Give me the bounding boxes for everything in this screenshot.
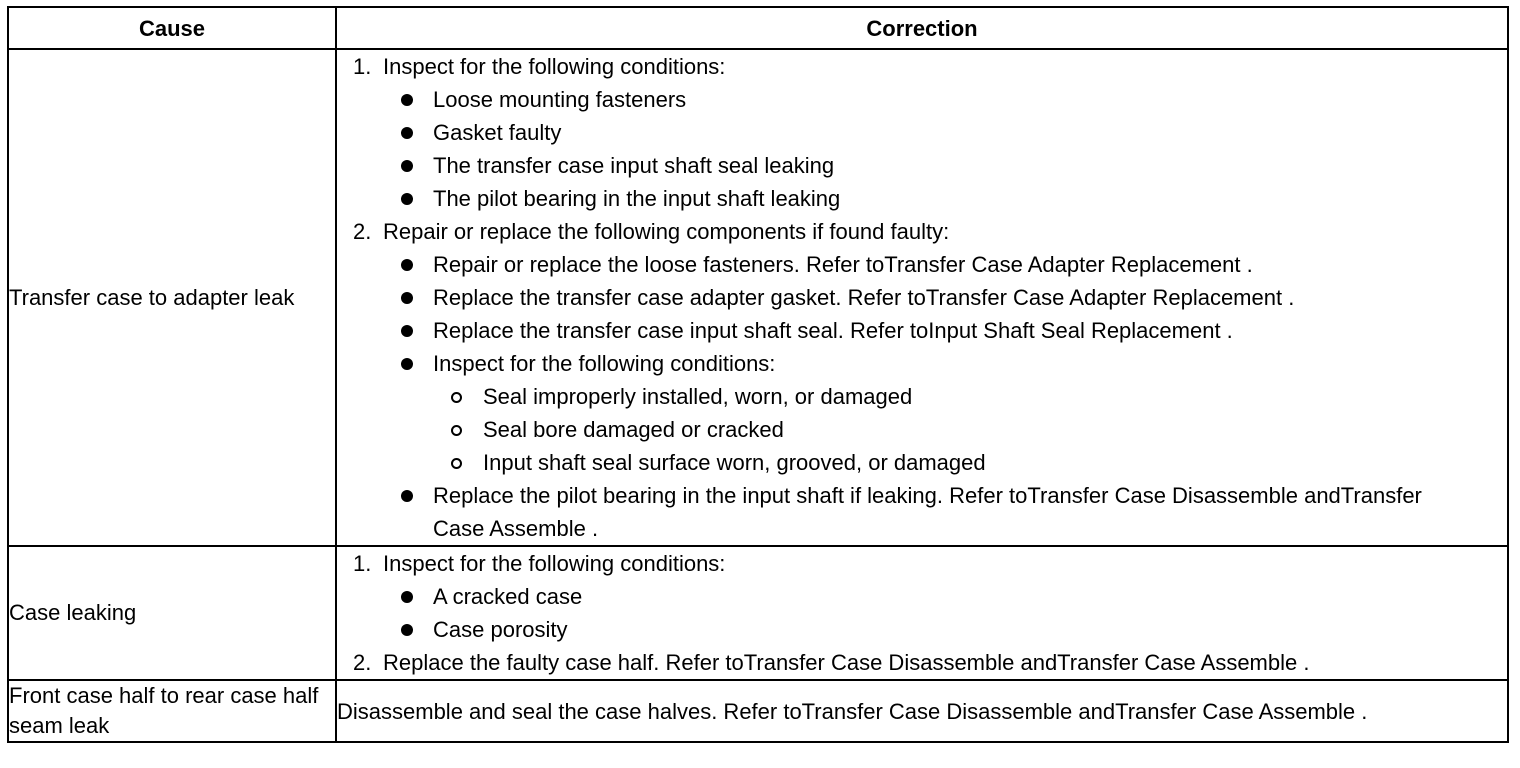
correction-cell xyxy=(336,546,1508,680)
step-number: 1. xyxy=(353,551,372,576)
bullet-item: Replace the transfer case adapter gasket. Refer toTransfer Case Adapter Replacement . xyxy=(383,281,1507,314)
bullet-list xyxy=(383,83,1507,215)
bullet-item: The pilot bearing in the input shaft leaking xyxy=(383,182,1507,215)
bullet-item: Gasket faulty xyxy=(383,116,1507,149)
bullet-item: Case porosity xyxy=(383,613,1507,646)
step-text: Repair or replace the following components if found faulty: xyxy=(383,219,950,244)
sub-bullet-list xyxy=(433,380,1507,479)
step-item xyxy=(337,215,1507,545)
bullet-item xyxy=(383,347,1507,479)
steps-list xyxy=(337,547,1507,679)
step-item xyxy=(337,646,1507,679)
step-number: 1. xyxy=(353,54,372,79)
bullet-list xyxy=(383,248,1507,545)
cause-cell: Front case half to rear case half seam leak xyxy=(8,680,336,742)
step-text: Replace the faulty case half. Refer toTransfer Case Disassemble andTransfer Case Assemble . xyxy=(383,650,1310,675)
cause-cell: Transfer case to adapter leak xyxy=(8,49,336,546)
step-item xyxy=(337,50,1507,215)
bullet-item: Repair or replace the loose fasteners. Refer toTransfer Case Adapter Replacement . xyxy=(383,248,1507,281)
table-row xyxy=(8,49,1508,546)
bullet-item: The transfer case input shaft seal leaking xyxy=(383,149,1507,182)
diagnostic-table xyxy=(7,6,1509,743)
correction-text: Disassemble and seal the case halves. Refer toTransfer Case Disassemble andTransfer Case Assemble . xyxy=(337,699,1368,724)
bullet-list xyxy=(383,580,1507,646)
correction-cell xyxy=(336,680,1508,742)
cause-cell: Case leaking xyxy=(8,546,336,680)
correction-column-header: Correction xyxy=(336,7,1508,49)
step-text: Inspect for the following conditions: xyxy=(383,551,726,576)
table-row xyxy=(8,680,1508,742)
correction-cell xyxy=(336,49,1508,546)
sub-bullet-item: Seal bore damaged or cracked xyxy=(433,413,1507,446)
step-text: Inspect for the following conditions: xyxy=(383,54,726,79)
bullet-item: Loose mounting fasteners xyxy=(383,83,1507,116)
step-item xyxy=(337,547,1507,646)
bullet-item: Replace the transfer case input shaft seal. Refer toInput Shaft Seal Replacement . xyxy=(383,314,1507,347)
bullet-item: Replace the pilot bearing in the input shaft if leaking. Refer toTransfer Case Disassemble andTransfer Case Assemble . xyxy=(383,479,1507,545)
sub-bullet-item: Seal improperly installed, worn, or damaged xyxy=(433,380,1507,413)
bullet-item: A cracked case xyxy=(383,580,1507,613)
table-row xyxy=(8,546,1508,680)
sub-bullet-item: Input shaft seal surface worn, grooved, or damaged xyxy=(433,446,1507,479)
cause-column-header: Cause xyxy=(8,7,336,49)
steps-list xyxy=(337,50,1507,545)
header-row xyxy=(8,7,1508,49)
step-number: 2. xyxy=(353,650,372,675)
bullet-text: Inspect for the following conditions: xyxy=(433,351,776,376)
step-number: 2. xyxy=(353,219,372,244)
